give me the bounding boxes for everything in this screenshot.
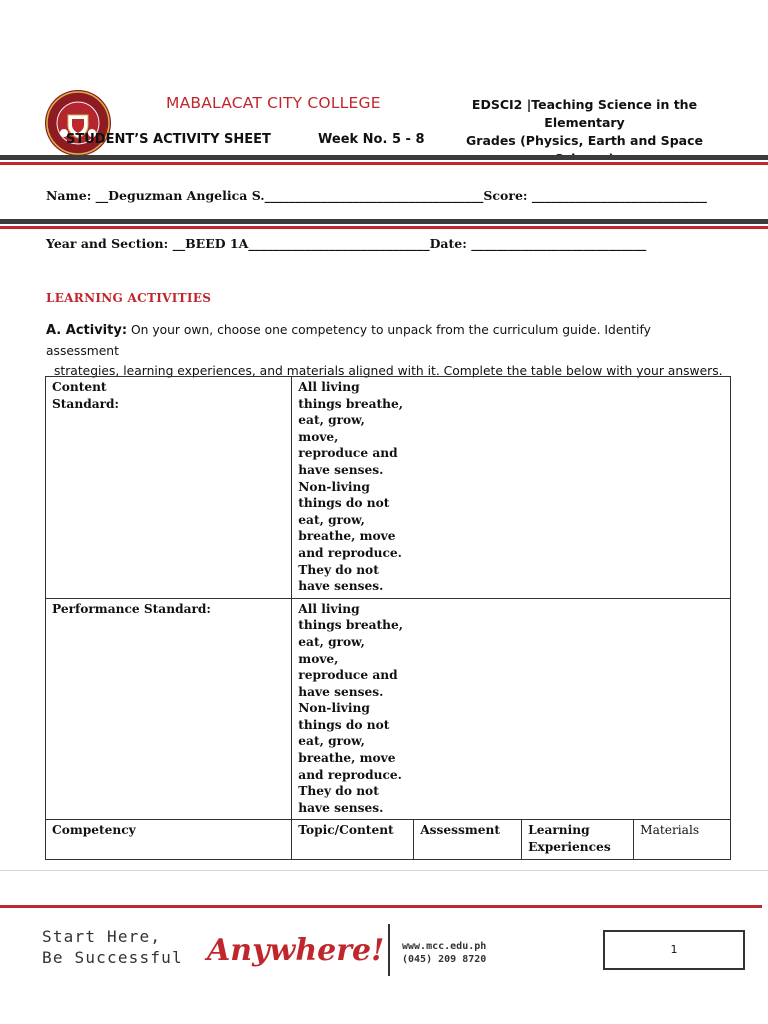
- activity-text-1: On your own, choose one competency to unpack from the curriculum guide. Identify assessment: [46, 323, 651, 358]
- slogan-line-1: Start Here,: [42, 927, 162, 946]
- slogan-highlight: Anywhere!: [207, 933, 385, 968]
- section-title: LEARNING ACTIVITIES: [46, 291, 212, 305]
- year-date-line: Year and Section: __BEED 1A_____________________________Date: ____________________________: [46, 236, 647, 251]
- column-competency: Competency: [46, 820, 292, 859]
- website-link[interactable]: www.mcc.edu.ph: [402, 941, 487, 952]
- name-score-line: Name: __Deguzman Angelica S.___________________________________Score: ____________________________: [46, 188, 707, 203]
- footer-contact: [402, 940, 486, 966]
- footer-red-line: [0, 905, 762, 908]
- activity-instructions: [46, 320, 726, 381]
- activity-text-2: strategies, learning experiences, and materials aligned with it. Complete the table below with your answers.: [54, 364, 723, 378]
- column-materials: Materials: [634, 820, 731, 859]
- college-name: MABALACAT CITY COLLEGE: [166, 94, 381, 112]
- content-standard-cell: [292, 377, 731, 599]
- content-standard-row: [46, 377, 731, 599]
- performance-standard-value: All living things breathe, eat, grow, move, reproduce and have senses. Non-living things do not eat, grow, breathe, move and reproduce. They do not have senses.: [298, 601, 403, 815]
- column-assessment: Assessment: [414, 820, 522, 859]
- week-number: Week No. 5 - 8: [318, 132, 425, 147]
- page-number-box: [603, 930, 745, 970]
- content-standard-label: Content Standard:: [46, 377, 292, 599]
- table-header-row: [46, 820, 731, 859]
- footer-divider: [0, 870, 768, 871]
- slogan-line-2: Be Successful: [42, 948, 183, 967]
- sheet-title: STUDENT’S ACTIVITY SHEET: [66, 132, 271, 147]
- performance-standard-cell: [292, 598, 731, 820]
- header-band: [0, 155, 768, 165]
- performance-standard-row: [46, 598, 731, 820]
- column-topic-content: Topic/Content: [292, 820, 414, 859]
- mid-band: [0, 219, 768, 229]
- content-standard-value: All living things breathe, eat, grow, move, reproduce and have senses. Non-living things do not eat, grow, breathe, move and reproduce. They do not have senses.: [298, 380, 403, 594]
- page-number: 1: [670, 943, 678, 956]
- activity-lead: A. Activity:: [46, 323, 128, 338]
- phone-number: (045) 209 8720: [402, 954, 487, 965]
- competency-table: [45, 376, 731, 860]
- column-learning-experiences: Learning Experiences: [522, 820, 634, 859]
- footer-vertical-divider: [388, 924, 390, 976]
- footer-slogan: [42, 926, 183, 968]
- performance-standard-label: Performance Standard:: [46, 598, 292, 820]
- course-line-1: EDSCI2 |Teaching Science in the Elementary: [471, 97, 698, 130]
- course-line-2: Grades (Physics, Earth and Space: [466, 133, 703, 148]
